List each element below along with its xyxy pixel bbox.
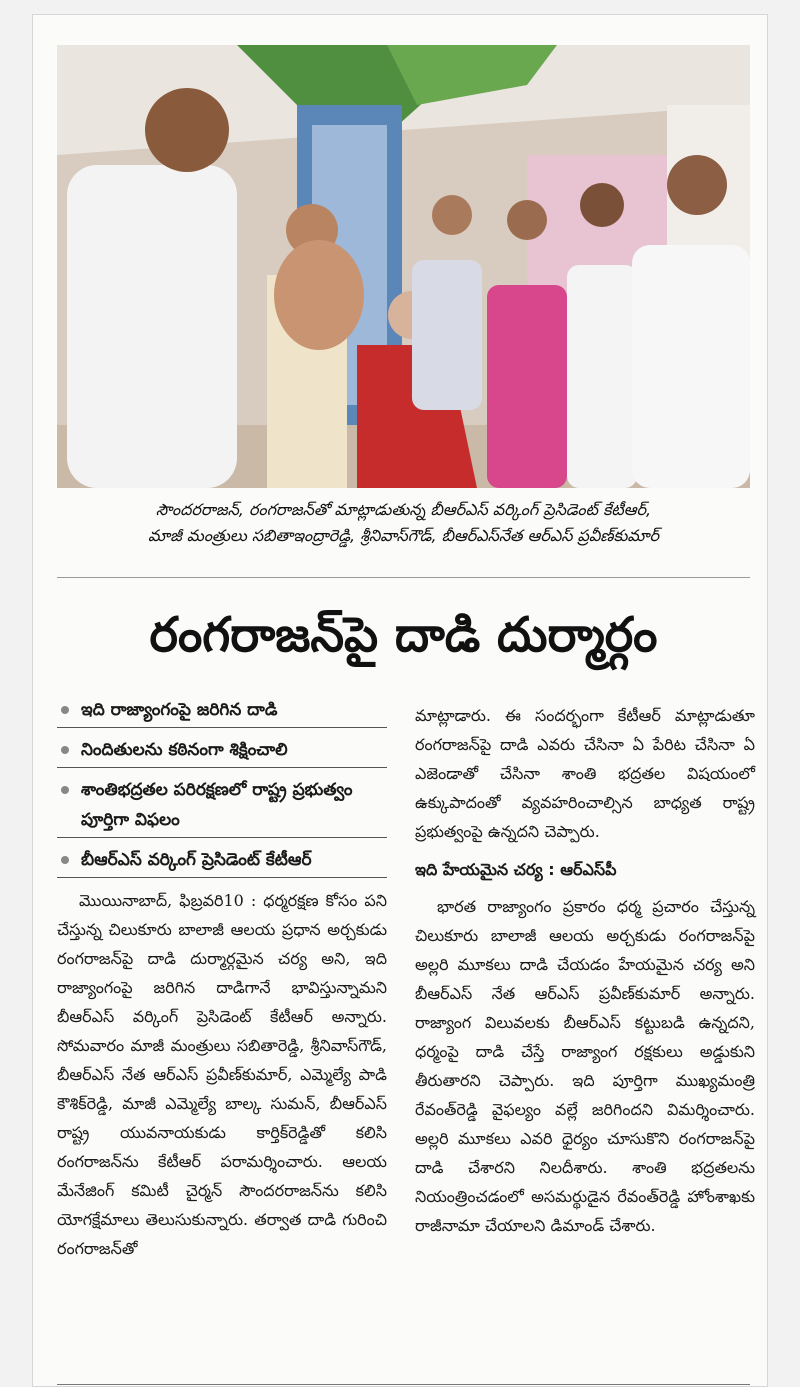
bullet-item [57, 775, 387, 838]
bullet-text: ఇది రాజ్యాంగంపై జరిగిన దాడి [81, 700, 278, 720]
article-body-left: మొయినాబాద్, ఫిబ్రవరి10 : ధర్మరక్షణ కోసం పని చేస్తున్న చిలుకూరు బాలాజీ ఆలయ ప్రధాన అర్చకుడు రంగరాజన్‌పై దాడి దుర్మార్గమైన చర్య అని, ఇది రాజ్యాంగంపై జరిగిన దాడిగానే భావిస్తున్నామని బీఆర్ఎస్ వర్కింగ్ ప్రెసిడెంట్ కేటీఆర్ అన్నారు. సోమవారం మాజీ మంత్రులు సబితారెడ్డి, శ్రీనివాస్‌గౌడ్, బీఆర్ఎస్ నేత ఆర్ఎస్ ప్రవీణ్‌కుమార్, ఎమ్మెల్యే పాడి కౌశిక్‌రెడ్డి, మాజీ ఎమ్మెల్యే బాల్క సుమన్, బీఆర్ఎస్ రాష్ట్ర యువనాయకుడు కార్తిక్‌రెడ్డితో కలిసి రంగరాజన్‌ను కేటీఆర్ పరామర్శించారు. ఆలయ మేనేజింగ్ కమిటీ చైర్మన్ సౌందరరాజన్‌ను కలిసి యోగక్షేమాలు తెలుసుకున్నారు. తర్వాత దాడి గురించి రంగరాజన్‌తో [57, 891, 387, 1258]
bullet-dot-icon [61, 786, 69, 794]
article-body-right-2: భారత రాజ్యాంగం ప్రకారం ధర్మ ప్రచారం చేస్తున్న చిలుకూరు బాలాజీ ఆలయ అర్చకుడు రంగరాజన్‌పై అల్లరి మూకలు దాడి చేయడం హేయమైన చర్య అని బీఆర్ఎస్ నేత ఆర్ఎస్ ప్రవీణ్‌కుమార్ అన్నారు. రాజ్యాంగ విలువలకు బీఆర్ఎస్ కట్టుబడి ఉన్నదని, ధర్మంపై దాడి చేస్తే రాజ్యాంగ రక్షకులు అడ్డుకుని తీరుతారని చెప్పారు. ఇది పూర్తిగా ముఖ్యమంత్రి రేవంత్‌రెడ్డి వైఫల్యం వల్లే జరిగిందని విమర్శించారు. అల్లరి మూకలు ఎవరి ధైర్యం చూసుకొని రంగరాజన్‌పై దాడి చేశారని నిలదీశారు. శాంతి భద్రతలను నియంత్రించడంలో అసమర్థుడైన రేవంత్‌రెడ్డి హోంశాఖకు రాజీనామా చేయాలని డిమాండ్ చేశారు. [415, 897, 755, 1235]
article-body-right: మాట్లాడారు. ఈ సందర్భంగా కేటీఆర్ మాట్లాడుతూ రంగరాజన్‌పై దాడి ఎవరు చేసినా ఏ పేరిట చేసినా ఏ ఎజెండాతో చేసినా శాంతి భద్రతల విషయంలో ఉక్కుపాదంతో వ్యవహరించాల్సిన బాధ్యత రాష్ట్ర ప్రభుత్వంపై ఉన్నదని చెప్పారు. [415, 706, 755, 841]
left-column [57, 695, 387, 1263]
bullet-dot-icon [61, 856, 69, 864]
right-column [415, 701, 755, 1240]
bottom-divider [57, 1384, 750, 1385]
bullet-text: శాంతిభద్రతల పరిరక్షణలో రాష్ట్ర ప్రభుత్వం పూర్తిగా విఫలం [81, 780, 353, 830]
article-subhead: ఇది హేయమైన చర్య : ఆర్ఎస్‌పీ [415, 860, 617, 879]
newspaper-clipping [32, 14, 768, 1387]
headline: రంగరాజన్‌పై దాడి దుర్మార్గం [149, 607, 658, 663]
bullet-list [57, 695, 387, 878]
bullet-item [57, 695, 387, 728]
caption-line-2: మాజీ మంత్రులు సబితాఇంద్రారెడ్డి, శ్రీనివాస్‌గౌడ్, బీఆర్ఎస్‌నేత ఆర్ఎస్ ప్రవీణ్‌కుమార్ [148, 526, 659, 545]
bullet-item [57, 845, 387, 878]
news-photo [57, 45, 750, 488]
bullet-dot-icon [61, 706, 69, 714]
photo-scene-icon [57, 45, 750, 488]
bullet-text: నిందితులను కఠినంగా శిక్షించాలి [81, 740, 288, 760]
bullet-dot-icon [61, 746, 69, 754]
caption-divider [57, 577, 750, 578]
caption-line-1: సౌందరరాజన్, రంగరాజన్‌తో మాట్లాడుతున్న బీఆర్ఎస్ వర్కింగ్ ప్రెసిడెంట్ కేటీఆర్, [155, 500, 652, 519]
bullet-item [57, 735, 387, 768]
photo-caption [57, 497, 750, 549]
bullet-text: బీఆర్ఎస్ వర్కింగ్ ప్రెసిడెంట్ కేటీఆర్ [81, 850, 312, 870]
